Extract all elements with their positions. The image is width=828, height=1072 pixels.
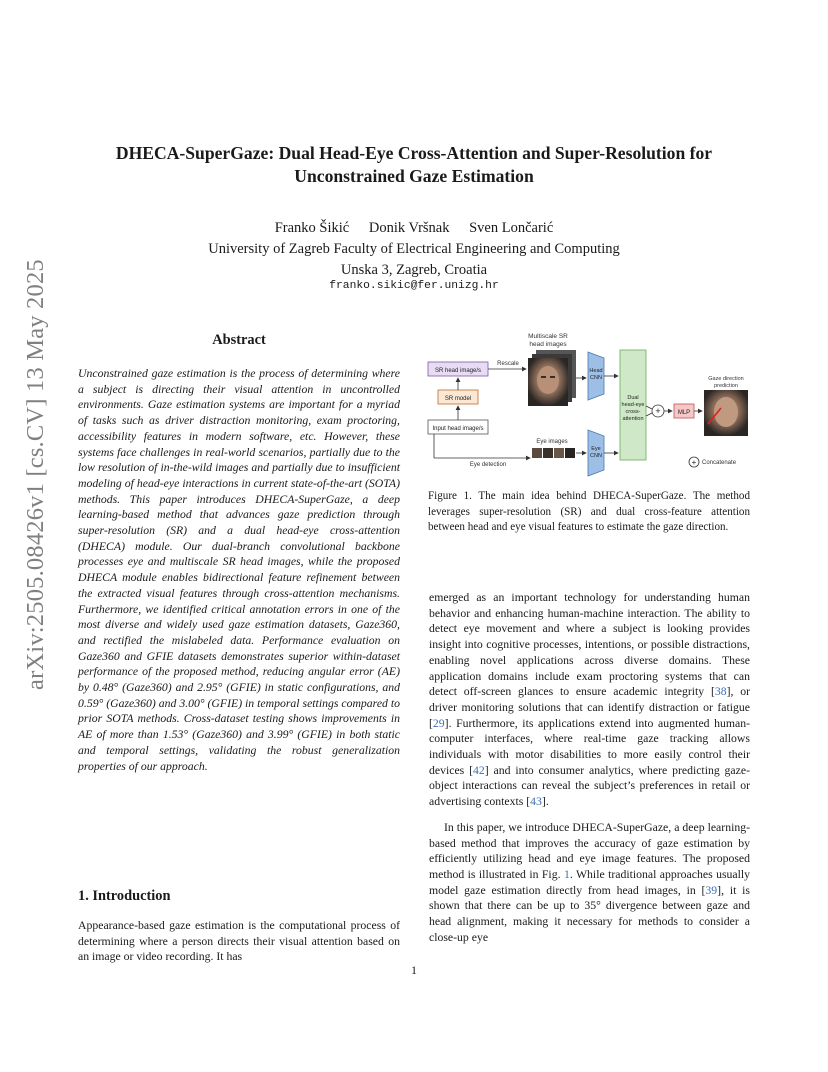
- author-name: Sven Lončarić: [469, 220, 554, 236]
- citation-link[interactable]: 29: [432, 716, 445, 730]
- author-name: Franko Šikić: [274, 220, 350, 236]
- paragraph: emerged as an important technology for understanding human behavior and enhancing human-machine interaction. The ability to detect eye movement and where a subject is looking provides insight into cognitive processes, intentions, or possible distractions, enabling novel applications across diverse domains. These application domains include exam proctoring systems that can detect off-screen glances to ensure academic integrity [38], or driver monitoring solutions that can identify distraction or fatigue [29]. Furthermore, its applications extend into augmented human-computer interfaces, where real-time gaze tracking allows individuals with motor disabilities to more easily control their devices [42] and into consumer analytics, where predicting gaze-object interactions can reveal the subject’s preferences in retail or advertising contexts [43].: [429, 591, 751, 809]
- author-list: [60, 218, 768, 239]
- arxiv-identifier: arXiv:2505.08426v1 [cs.CV] 13 May 2025: [22, 259, 49, 690]
- paper-title: [60, 142, 768, 188]
- page-number: 1: [411, 963, 417, 977]
- dual-attention-label-2: head-eye: [621, 402, 645, 408]
- figure-1-caption: Figure 1. The main idea behind DHECA-SuperGaze. The method leverages super-resolution (SR) and dual cross-feature attention between head and eye visual features to estimate the gaze direction.: [428, 490, 750, 533]
- input-head-image-label: Input head image/s: [432, 426, 484, 432]
- dual-attention-label-4: attention: [622, 416, 644, 422]
- author-name: Donik Vršnak: [368, 220, 450, 236]
- figure-1-diagram: [426, 328, 756, 488]
- concat-symbol-glyph: +: [655, 406, 661, 416]
- rescale-label: Rescale: [497, 361, 519, 367]
- figure-reference-link[interactable]: 1: [563, 867, 570, 881]
- head-cnn-label-2: CNN: [590, 375, 602, 381]
- citation-link[interactable]: 42: [473, 763, 485, 777]
- sr-model-label: SR model: [444, 396, 472, 402]
- citation-link[interactable]: 39: [705, 883, 718, 897]
- right-column-text: [429, 590, 750, 955]
- eye-images-label: Eye images: [536, 439, 568, 445]
- paragraph: In this paper, we introduce DHECA-SuperGaze, a deep learning-based method that improves the accuracy of gaze estimation by efficiently utilizing head and eye image features. The proposed method is illustrated in Fig. 1. While traditional approaches usually model gaze estimation directly from head images, in [39], it is shown that there can be up to 35° divergence between gaze and head alignment, making it necessary for methods to consider a close-up eye: [429, 820, 751, 944]
- title-line-1: DHECA-SuperGaze: Dual Head-Eye Cross-Attention and Super-Resolution for: [115, 143, 713, 163]
- sr-head-image-label: SR head image/s: [434, 368, 482, 374]
- affiliation: University of Zagreb Faculty of Electrical Engineering and Computing: [208, 241, 620, 257]
- author-email: franko.sikic@fer.unizg.hr: [329, 280, 499, 292]
- multiscale-label-1: Multiscale SR: [528, 333, 568, 340]
- title-line-2: Unconstrained Gaze Estimation: [294, 166, 534, 186]
- abstract-heading: Abstract: [212, 332, 266, 348]
- mlp-label: MLP: [677, 410, 691, 416]
- head-cnn-label-1: Head: [589, 368, 603, 374]
- multiscale-face-images: [528, 350, 576, 406]
- dual-attention-label-1: Dual: [627, 395, 639, 401]
- introduction-text: Appearance-based gaze estimation is the computational process of determining where a person directs their visual attention based on an image or video recording. It has: [78, 919, 400, 964]
- legend-concat-glyph: +: [691, 458, 697, 467]
- multiscale-label-2: head images: [529, 341, 567, 348]
- citation-link[interactable]: 38: [714, 685, 727, 699]
- author-block: [60, 218, 768, 281]
- eye-cnn-label-2: CNN: [590, 453, 602, 459]
- abstract-text: Unconstrained gaze estimation is the process of determining where a subject is directing their visual attention in uncontrolled environments. Gaze estimation systems are important for a myriad of tasks such as driver distraction monitoring, exam proctoring, accessibility features in modern software, etc. However, these systems face challenges in real-world scenarios, partially due to the low resolution of in-the-wild images and partially due to insufficient modeling of head-eye interactions in current state-of-the-art (SOTA) methods. This paper introduces DHECA-SuperGaze, a deep learning-based method that advances gaze prediction through super-resolution (SR) and a dual head-eye cross-attention (DHECA) module. Our dual-branch convolutional backbone processes eye and multiscale SR head images, while the proposed DHECA module enables bidirectional feature refinement between the extracted visual features through cross-attention mechanisms. Furthermore, we identified critical annotation errors in one of the most diverse and widely used gaze estimation datasets, Gaze360, and rectified the mislabeled data. Performance evaluation on Gaze360 and GFIE datasets demonstrates superior within-dataset performance of the proposed method, reducing angular error (AE) by 0.48° (Gaze360) and 2.95° (GFIE) in static configurations, and 0.59° (Gaze360) and 3.00° (GFIE) in temporal settings compared to prior SOTA methods. Cross-dataset testing shows improvements in AE of more than 1.53° (Gaze360) and 3.99° (GFIE) in both static and temporal settings, validating the robust generalization properties of our approach.: [78, 367, 400, 773]
- legend-concatenate-label: Concatenate: [702, 460, 737, 466]
- eye-images-strip: [532, 448, 575, 458]
- section-heading-introduction: 1. Introduction: [78, 888, 171, 904]
- eye-detection-label: Eye detection: [469, 462, 507, 468]
- gaze-prediction-label-2: prediction: [714, 383, 738, 389]
- gaze-prediction-label-1: Gaze direction: [708, 376, 744, 382]
- eye-cnn-label-1: Eye: [591, 446, 601, 452]
- citation-link[interactable]: 43: [530, 795, 542, 809]
- address: Unska 3, Zagreb, Croatia: [340, 262, 488, 278]
- dual-attention-label-3: cross-: [625, 409, 641, 415]
- gaze-prediction-face-image: [704, 390, 748, 436]
